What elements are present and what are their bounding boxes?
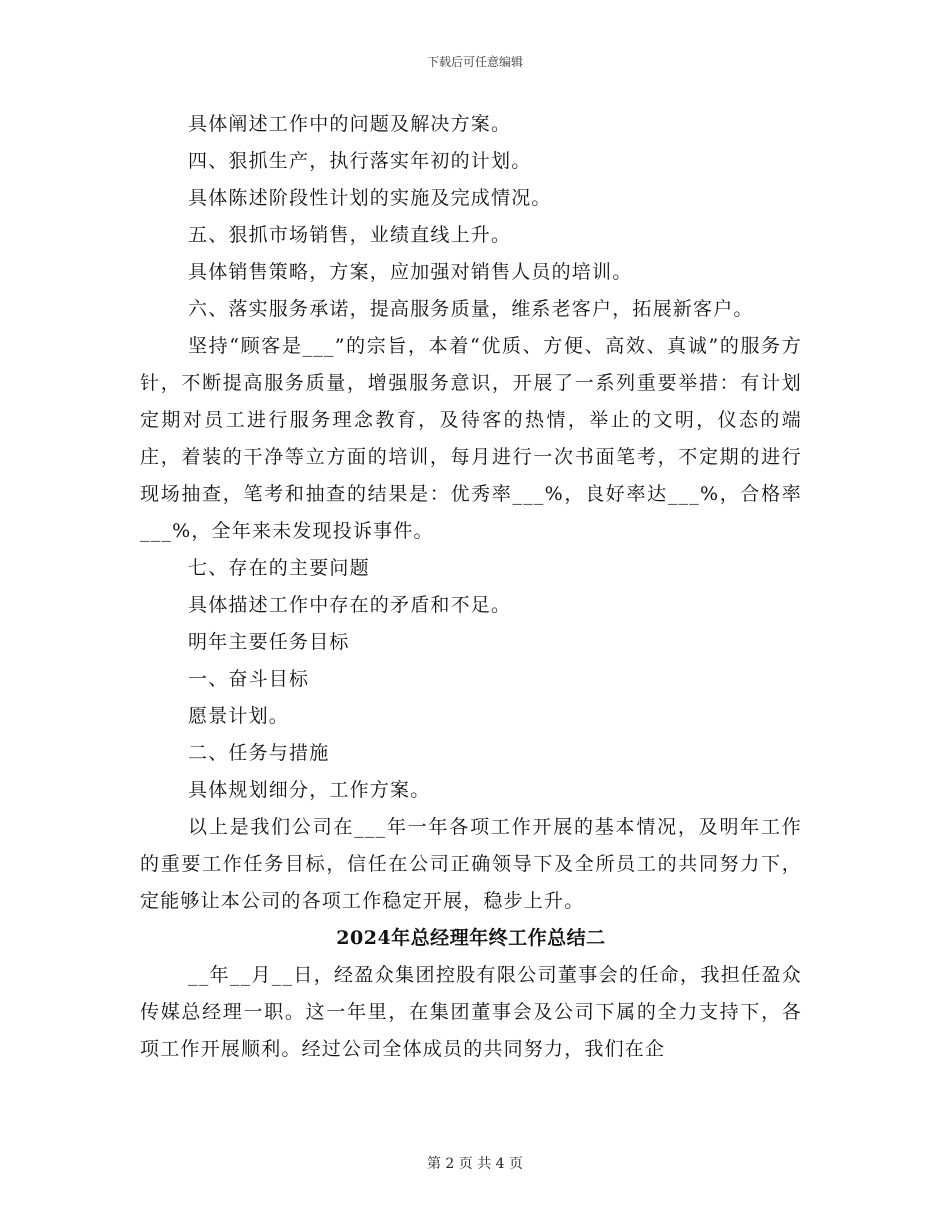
- paragraph: 六、落实服务承诺，提高服务质量，维系老客户，拓展新客户。: [188, 298, 754, 320]
- paragraph: 愿景计划。: [188, 705, 290, 727]
- document-body: [140, 106, 802, 1068]
- section-title: 2024年总经理年终工作总结二: [336, 927, 606, 949]
- paragraph: 五、狠抓市场销售，业绩直线上升。: [188, 224, 512, 246]
- paragraph: 一、奋斗目标: [188, 668, 310, 690]
- paragraph: 四、狠抓生产，执行落实年初的计划。: [188, 150, 532, 172]
- paragraph: 具体销售策略，方案，应加强对销售人员的培训。: [188, 261, 633, 283]
- paragraph: 二、任务与措施: [188, 742, 330, 764]
- paragraph: 坚持“顾客是___”的宗旨，本着“优质、方便、高效、真诚”的服务方针，不断提高服务质量，增强服务意识，开展了一系列重要举措：有计划定期对员工进行服务理念教育，及待客的热情，举止的文明，仪态的端庄，着装的干净等立方面的培训，每月进行一次书面笔考，不定期的进行现场抽查，笔考和抽查的结果是：优秀率___%，良好率达___%，合格率___%，全年来未发现投诉事件。: [140, 335, 802, 542]
- paragraph: 明年主要任务目标: [188, 631, 350, 653]
- paragraph: 具体规划细分，工作方案。: [188, 779, 431, 801]
- paragraph: __年__月__日，经盈众集团控股有限公司董事会的任命，我担任盈众传媒总经理一职。这一年里，在集团董事会及公司下属的全力支持下，各项工作开展顺利。经过公司全体成员的共同努力，我们在企: [140, 964, 802, 1060]
- page-number: 第 2 页 共 4 页: [426, 1156, 524, 1172]
- paragraph: 具体阐述工作中的问题及解决方案。: [188, 113, 512, 135]
- paragraph: 具体描述工作中存在的矛盾和不足。: [188, 594, 512, 616]
- page-header-note: 下载后可任意编辑: [426, 55, 523, 69]
- paragraph: 具体陈述阶段性计划的实施及完成情况。: [188, 187, 552, 209]
- paragraph: 以上是我们公司在___年一年各项工作开展的基本情况，及明年工作的重要工作任务目标，信任在公司正确领导下及全所员工的共同努力下，定能够让本公司的各项工作稳定开展，稳步上升。: [140, 816, 802, 912]
- paragraph: 七、存在的主要问题: [188, 557, 370, 579]
